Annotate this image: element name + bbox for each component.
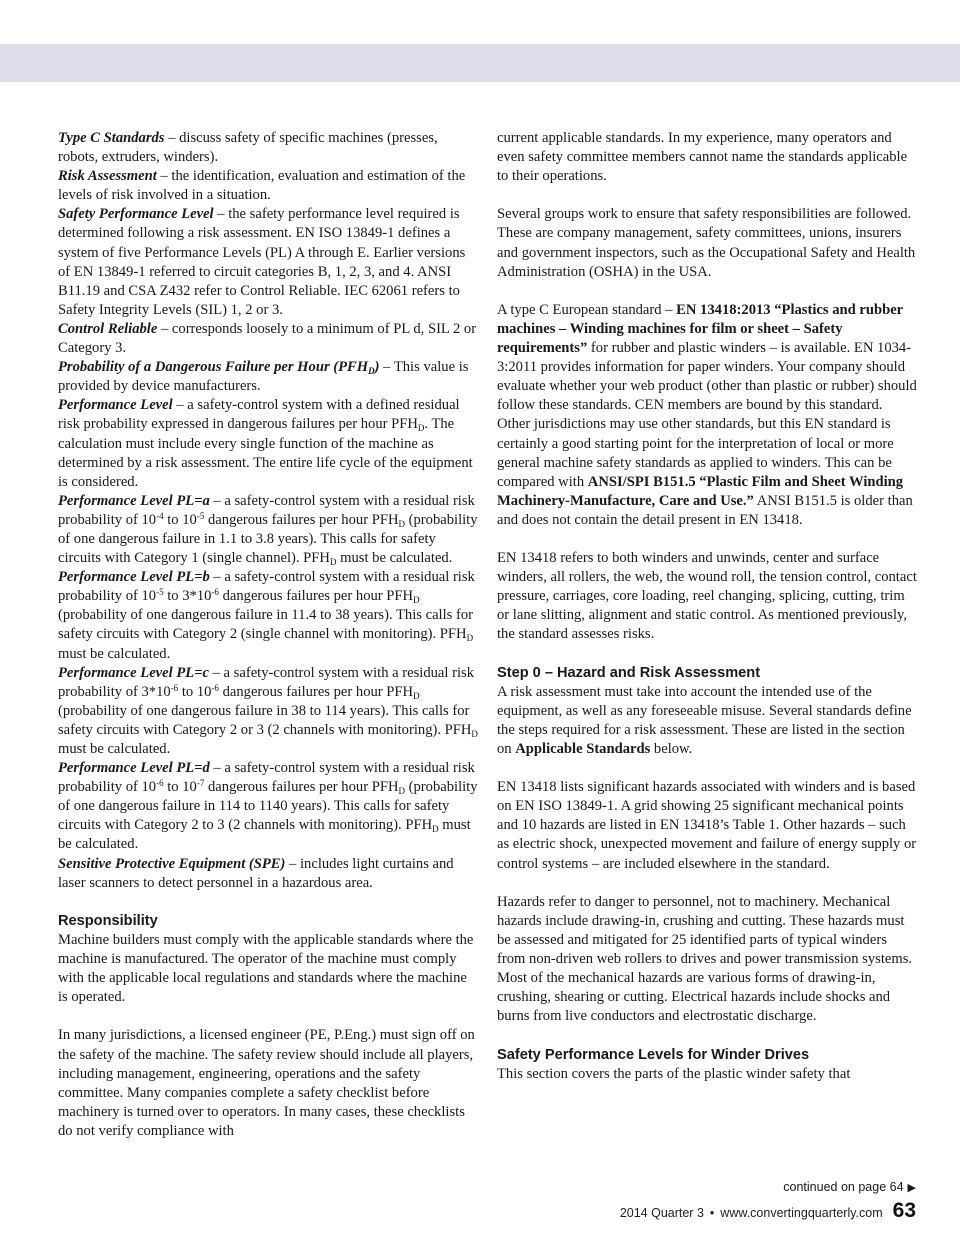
standard-title: ANSI/SPI B151.5 “Plastic Film and Sheet Winding Machinery-Manufacture, Care and Use.” — [497, 473, 904, 509]
heading-responsibility: Responsibility — [58, 912, 158, 929]
definition-text: (probability of one dangerous failure in 11.4 to 38 years). This calls for safety circuits with Category 2 (single channel with monitoring). PFH — [58, 607, 474, 643]
definition-text: to 10 — [163, 511, 197, 528]
header-band — [0, 44, 960, 82]
definition-text: – the identification, evaluation and estimation of the levels of risk involved in a situation. — [58, 168, 466, 204]
definition-text: to 10 — [178, 683, 212, 700]
definition-text: – includes light curtains and laser scanners to detect personnel in a hazardous area. — [58, 855, 454, 891]
superscript: -6 — [156, 778, 164, 789]
superscript: -5 — [156, 587, 164, 598]
definition-text: – corresponds loosely to a minimum of PL d, SIL 2 or Category 3. — [58, 320, 477, 357]
subscript: D — [413, 690, 420, 701]
paragraph — [497, 301, 917, 530]
subscript: D — [466, 633, 474, 644]
superscript: -7 — [196, 778, 205, 789]
left-column — [58, 129, 480, 1141]
right-column — [497, 129, 917, 1084]
definition-text: must be calculated. — [58, 741, 171, 757]
superscript: -6 — [211, 587, 219, 598]
issue-label: 2014 Quarter 3 — [619, 1206, 704, 1220]
definition-control-reliable — [58, 320, 480, 358]
page-number: 63 — [892, 1199, 916, 1222]
definition-text: – a safety-control system with a defined residual risk probability expressed in dangerous failures per hour PFH — [58, 397, 460, 433]
paragraph: This section covers the parts of the plastic winder safety that — [497, 1065, 851, 1082]
definition-pl-b — [58, 568, 480, 663]
definition-text: (probability of one dangerous failure in 38 to 114 years). This calls for safety circuits with Category 2 or 3 (2 channels with monitoring). PFH — [58, 702, 472, 738]
definition-text: – discuss safety of specific machines (presses, robots, extruders, winders). — [58, 130, 438, 166]
term: Performance Level PL=d — [58, 760, 210, 777]
continued-note — [783, 1180, 916, 1194]
subscript: D — [471, 728, 478, 739]
text-run: for rubber and plastic winders – is available. EN 1034-3:2011 provides information for paper winders. Your company should evaluate whether your web product (other than plastic or rubber) should follow these standards. CEN members are bound by this standard. Other jurisdictions may use other standards, but this EN standard is certainly a good starting point for the interpretation of local or more general machine safety standards as applied to winders. This can be compared with — [497, 340, 917, 490]
separator-bullet: • — [709, 1206, 715, 1220]
definition-text: dangerous failures per hour PFH — [204, 511, 399, 528]
definition-text: . The calculation must include every single function of the machine as determined by a risk assessment. The entire life cycle of the equipment is considered. — [58, 416, 473, 490]
definition-text: must be calculated. — [58, 645, 171, 662]
definition-text: must be calculated. — [336, 550, 453, 567]
term: Performance Level PL=a — [58, 492, 210, 509]
subscript: D — [368, 366, 375, 377]
definition-pfhd — [58, 358, 480, 396]
term: Performance Level PL=b — [58, 569, 210, 586]
term: Sensitive Protective Equipment (SPE) — [58, 855, 286, 872]
heading-safety-performance-levels: Safety Performance Levels for Winder Drives — [497, 1046, 810, 1063]
definition-text: to 10 — [163, 779, 197, 796]
term: Safety Performance Level — [58, 206, 214, 223]
website-url: www.convertingquarterly.com — [720, 1206, 883, 1220]
definition-text: – a safety-control system with a residual risk probability of 10 — [58, 760, 475, 796]
definition-text: dangerous failures per hour PFH — [218, 683, 414, 700]
definition-text: dangerous failures per hour PFH — [218, 588, 414, 605]
superscript: -4 — [156, 510, 164, 521]
superscript: -6 — [170, 682, 179, 693]
definition-pl-d — [58, 759, 480, 854]
term-part: Probability of a Dangerous Failure per Hour (PFH — [58, 359, 369, 376]
superscript: -5 — [196, 510, 205, 521]
definition-text: to 3*10 — [163, 588, 212, 605]
text-run: ANSI B151.5 is older than and does not contain the detail present in EN 13418. — [497, 492, 913, 528]
definition-text: must be calculated. — [58, 817, 471, 853]
paragraph: current applicable standards. In my experience, many operators and even safety committee members cannot name the standards applicable to their operations. — [497, 130, 908, 185]
continued-text: continued on page 64 — [783, 1180, 904, 1194]
text-run: A risk assessment must take into account the intended use of the equipment, as well as any foreseeable misuse. Several standards define the steps required for a risk assessment. These are listed in the section on — [497, 683, 912, 757]
paragraph: In many jurisdictions, a licensed engineer (PE, P.Eng.) must sign off on the safety of the machine. The safety review should include all players, including management, engineering, operations and the safety committee. Many companies complete a safety checklist before machinery is turned over to operators. In many cases, these checklists do not verify compliance with — [58, 1027, 475, 1139]
paragraph: Machine builders must comply with the applicable standards where the machine is manufactured. The operator of the machine must comply with the applicable local regulations and standards where the machine is operated. — [58, 931, 474, 1006]
definition-risk-assessment — [58, 167, 480, 205]
definition-text: – a safety-control system with a residual risk probability of 10 — [58, 492, 475, 528]
subscript: D — [398, 518, 405, 529]
section-reference: Applicable Standards — [515, 741, 651, 757]
paragraph: EN 13418 lists significant hazards associated with winders and is based on EN ISO 13849-1. A grid showing 25 significant mechanical points and 10 hazards are listed in EN 13418’s Table 1. Other hazards – such as electric shock, unexpected movement and failure of energy supply or control systems – are included elsewhere in the standard. — [497, 779, 917, 872]
definition-text: dangerous failures per hour PFH — [204, 779, 399, 796]
term-part: ) — [374, 359, 380, 376]
text-run: A type C European standard – — [497, 301, 677, 318]
definition-performance-level — [58, 396, 480, 491]
definition-text: – This value is provided by device manufacturers. — [58, 359, 469, 395]
definition-text: – a safety-control system with a residual risk probability of 3*10 — [58, 664, 475, 700]
page-footer — [620, 1199, 916, 1223]
subscript: D — [413, 595, 420, 606]
term: Type C Standards — [58, 130, 165, 146]
standard-title: EN 13418:2013 “Plastics and rubber machines – Winding machines for film or sheet – Safety requirements” — [497, 301, 903, 357]
paragraph: Several groups work to ensure that safety responsibilities are followed. These are company management, safety committees, unions, insurers and government inspectors, such as the Occupational Safety and Health Administration (OSHA) in the USA. — [497, 206, 916, 280]
subscript: D — [398, 786, 405, 797]
term — [58, 359, 380, 375]
term: Control Reliable — [58, 320, 158, 337]
term: Performance Level — [58, 397, 173, 414]
paragraph: Hazards refer to danger to personnel, not to machinery. Mechanical hazards include drawing-in, crushing and cutting. These hazards must be assessed and mitigated for 25 identified parts of typical winders from non-driven web rollers to drives and power transmission systems. Most of the mechanical hazards are various forms of drawing-in, crushing, shearing or cutting. Electrical hazards include shocks and burns from live conductors and electrostatic discharge. — [497, 893, 913, 1025]
superscript: -6 — [211, 682, 219, 693]
definition-text: – a safety-control system with a residual risk probability of 10 — [58, 569, 475, 605]
definition-pl-a — [58, 492, 480, 568]
paragraph: EN 13418 refers to both winders and unwinds, center and surface winders, all rollers, the web, the wound roll, the tension control, contact pressure, carriages, core loading, reel changing, splicing, cutting, trim or lane slitting, alignment and static control. As mentioned previously, the standard assesses risks. — [497, 550, 917, 643]
term: Risk Assessment — [58, 168, 157, 185]
subscript: D — [417, 423, 425, 434]
subscript: D — [329, 557, 337, 568]
text-run: below. — [650, 741, 693, 757]
right-triangle-icon: ▶ — [907, 1182, 916, 1194]
definition-text: (probability of one dangerous failure in 114 to 1140 years). This calls for safety circuits with Category 2 to 3 (2 channels with monitoring). PFH — [58, 779, 478, 834]
definition-text: (probability of one dangerous failure in 1.1 to 3.8 years). This calls for safety circuits with Category 1 (single channel). PFH — [58, 511, 478, 567]
definition-spe — [58, 855, 480, 893]
subscript: D — [432, 824, 439, 835]
term: Performance Level PL=c — [58, 664, 209, 681]
definition-safety-performance-level — [58, 205, 480, 320]
definition-pl-c — [58, 664, 480, 759]
heading-step-0: Step 0 – Hazard and Risk Assessment — [497, 664, 761, 681]
paragraph — [497, 683, 917, 759]
definition-type-c — [58, 129, 480, 167]
definition-text: – the safety performance level required is determined following a risk assessment. EN ISO 13849-1 defines a system of five Performance Levels (PL) A through E. Earlier versions of EN 13849-1 referred to circuit categories B, 1, 2, 3, and 4. ANSI B11.19 and CSA Z432 refer to Control Reliable. IEC 62061 refers to Safety Integrity Levels (SIL) 1, 2 or 3. — [58, 206, 466, 318]
